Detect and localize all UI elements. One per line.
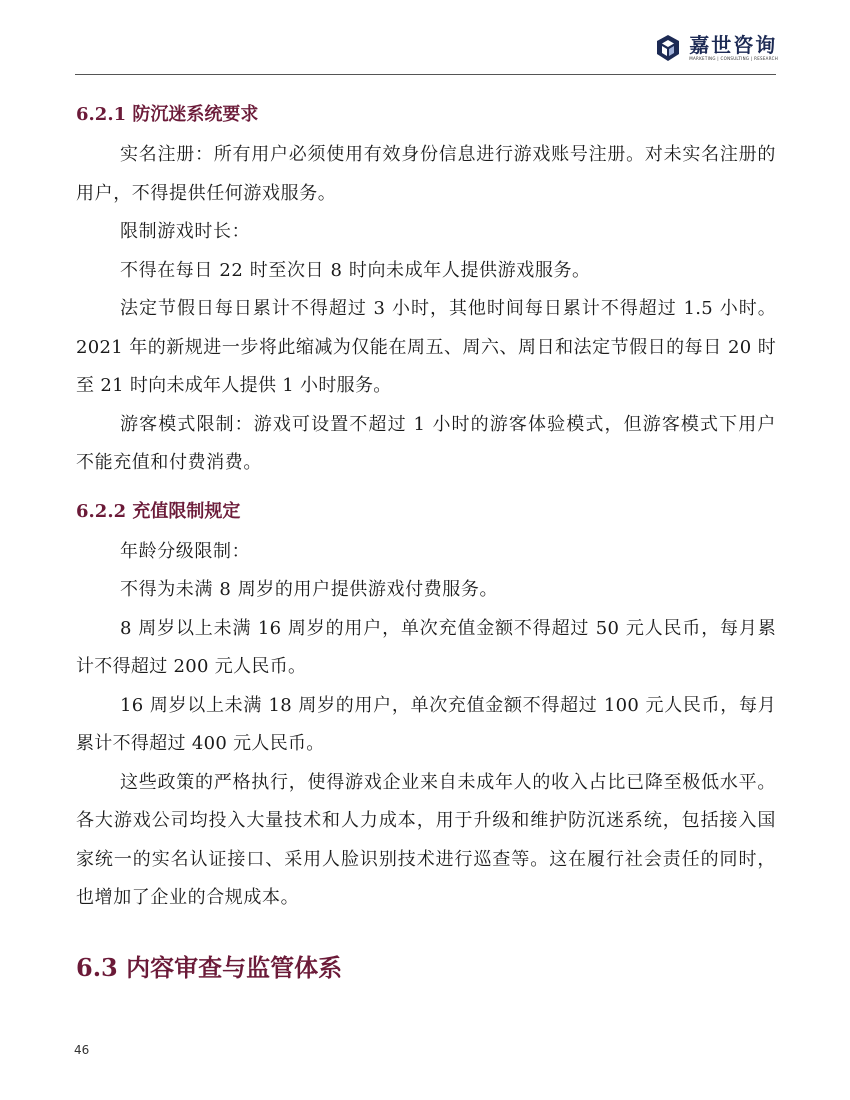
paragraph: 游客模式限制：游戏可设置不超过 1 小时的游客体验模式，但游客模式下用户不能充值和付费消费。	[76, 413, 776, 473]
paragraph: 年龄分级限制：	[120, 540, 251, 562]
section-heading-6-2-1: 6.2.1 防沉迷系统要求	[76, 104, 259, 125]
paragraph: 实名注册：所有用户必须使用有效身份信息进行游戏账号注册。对未实名注册的用户，不得提供任何游戏服务。	[76, 144, 776, 204]
section-heading-6-2-2: 6.2.2 充值限制规定	[76, 500, 241, 522]
paragraph: 不得在每日 22 时至次日 8 时向未成年人提供游戏服务。	[120, 259, 591, 281]
paragraph: 法定节假日每日累计不得超过 3 小时，其他时间每日累计不得超过 1.5 小时。2021 年的新规进一步将此缩减为仅能在周五、周六、周日和法定节假日的每日 20 时至 21 时向未成年人提供 1 小时服务。	[76, 298, 776, 396]
brand-tagline: MARKETING | CONSULTING | RESEARCH	[689, 56, 778, 61]
paragraph: 这些政策的严格执行，使得游戏企业来自未成年人的收入占比已降至极低水平。各大游戏公司均投入大量技术和人力成本，用于升级和维护防沉迷系统，包括接入国家统一的实名认证接口、采用人脸识别技术进行巡查等。这在履行社会责任的同时，也增加了企业的合规成本。	[76, 771, 776, 908]
brand-logo	[655, 34, 778, 62]
header-divider	[75, 74, 776, 75]
paragraph: 8 周岁以上未满 16 周岁的用户，单次充值金额不得超过 50 元人民币，每月累计不得超过 200 元人民币。	[76, 617, 776, 677]
paragraph: 16 周岁以上未满 18 周岁的用户，单次充值金额不得超过 100 元人民币，每月累计不得超过 400 元人民币。	[76, 694, 776, 754]
page-header	[0, 0, 850, 80]
page-number: 46	[74, 1043, 90, 1057]
brand-name: 嘉世咨询	[689, 33, 778, 57]
section-heading-6-3: 6.3 内容审查与监管体系	[76, 952, 343, 982]
page-body	[76, 98, 776, 988]
paragraph: 限制游戏时长：	[120, 221, 251, 242]
paragraph: 不得为未满 8 周岁的用户提供游戏付费服务。	[120, 579, 499, 600]
brand-mark-icon	[655, 34, 681, 62]
